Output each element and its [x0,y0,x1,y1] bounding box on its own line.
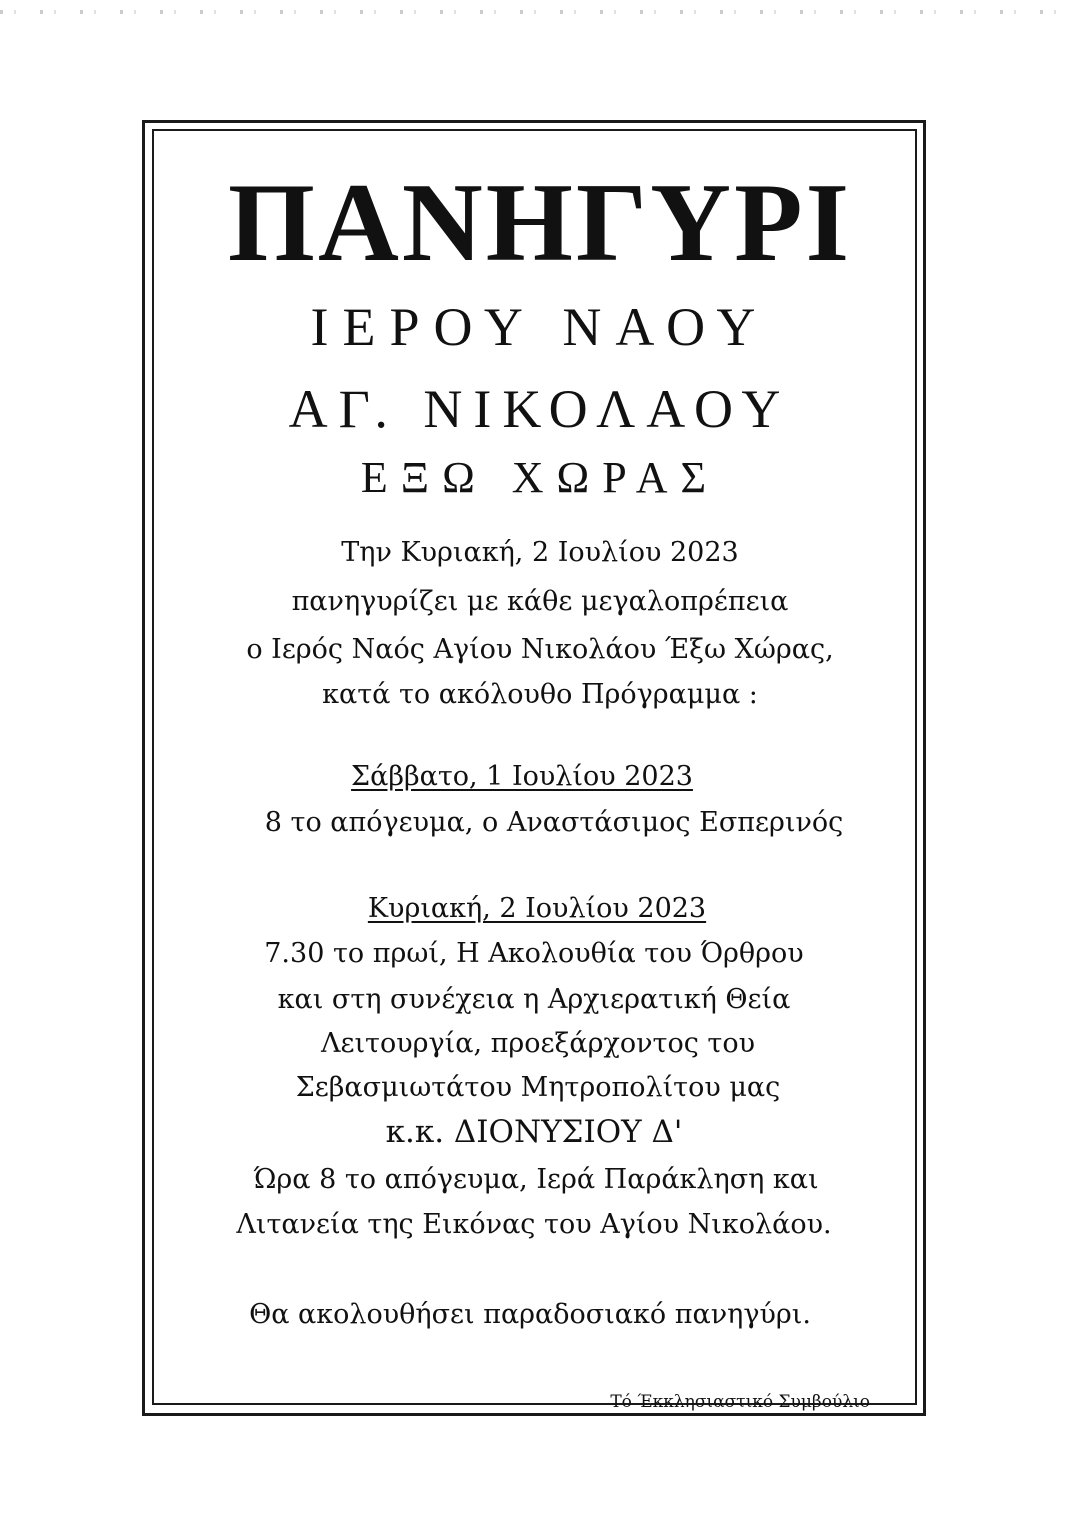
intro-line-2: πανηγυρίζει με κάθε μεγαλοπρέπεια [291,586,789,617]
sunday-heading: Κυριακή, 2 Ιουλίου 2023 [367,893,707,924]
scan-noise-strip [0,10,1080,14]
saturday-line-1: 8 το απόγευμα, ο Αναστάσιμος Εσπερινός [264,807,844,838]
sunday-line-5: κ.κ. ΔΙΟΝΥΣΙΟΥ Δ' [385,1114,683,1150]
saturday-heading: Σάββατο, 1 Ιουλίου 2023 [351,761,693,792]
sunday-line-3: Λειτουργία, προεξάρχοντος του [320,1028,756,1059]
subtitle-church: ΙΕΡΟΥ ΝΑΟΥ [310,297,770,357]
intro-line-4: κατά το ακόλουθο Πρόγραμμα : [322,679,758,710]
subtitle-saint: ΑΓ. ΝΙΚΟΛΑΟΥ [288,379,792,439]
subtitle-place: ΕΞΩ ΧΩΡΑΣ [360,453,720,502]
sunday-line-1: 7.30 το πρωί, Η Ακολουθία του Όρθρου [264,938,804,969]
intro-line-1: Την Κυριακή, 2 Ιουλίου 2023 [341,537,739,568]
sunday-line-2: και στη συνέχεια η Αρχιερατική Θεία [277,984,791,1015]
signature-council: Τό Έκκλησιαστικό Συμβούλιο [610,1392,870,1412]
notice-title: ΠΑΝΗΓΥΡΙ [227,161,853,285]
closing-line: Θα ακολουθήσει παραδοσιακό πανηγύρι. [249,1299,811,1330]
sunday-line-4: Σεβασμιωτάτου Μητροπολίτου μας [295,1072,781,1103]
intro-line-3: ο Ιερός Ναός Αγίου Νικολάου Έξω Χώρας, [246,634,834,665]
sunday-line-7: Λιτανεία της Εικόνας του Αγίου Νικολάου. [236,1209,832,1240]
sunday-line-6: Ώρα 8 το απόγευμα, Ιερά Παράκληση και [253,1164,819,1195]
